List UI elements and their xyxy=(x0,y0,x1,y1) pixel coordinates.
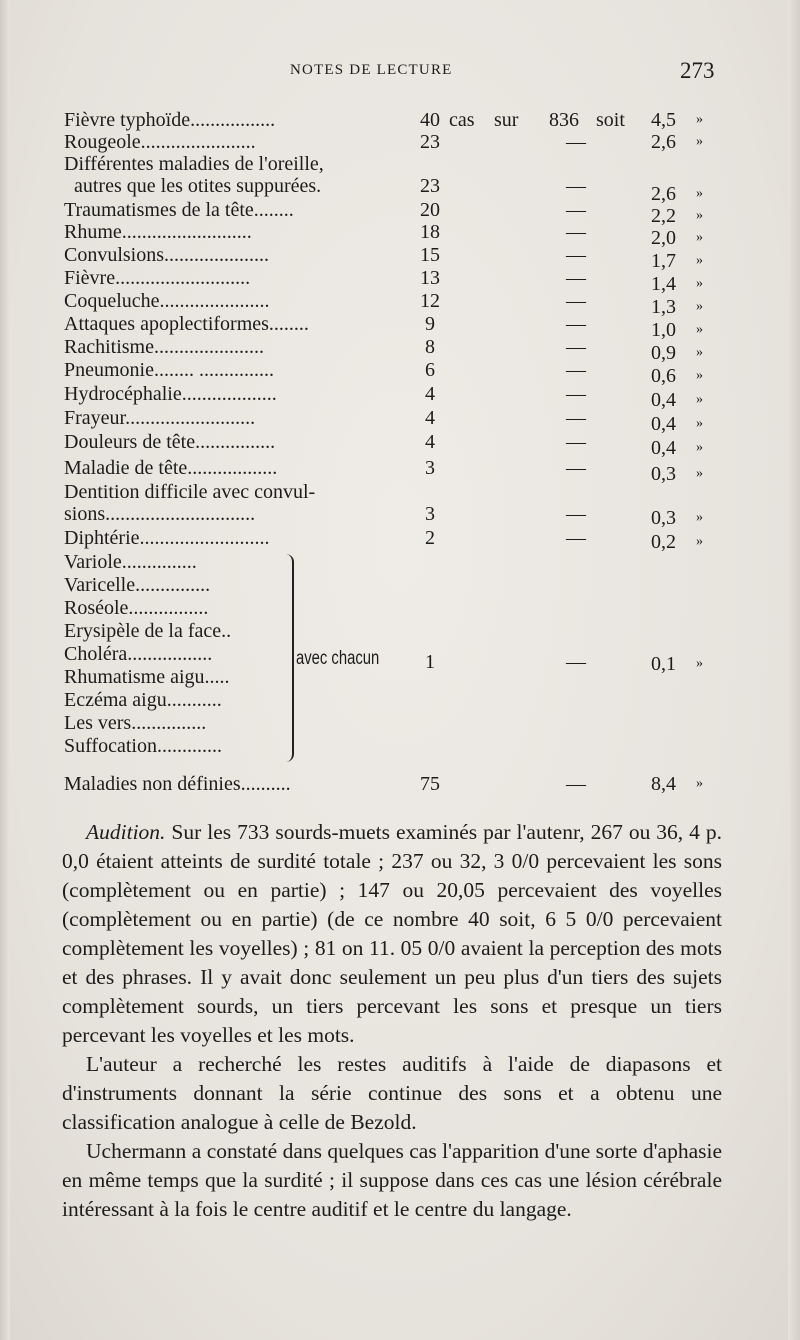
case-count: 9 xyxy=(425,313,435,335)
disease-name: Différentes maladies de l'oreille, xyxy=(64,153,324,175)
table-row xyxy=(64,220,764,249)
cas-word: cas xyxy=(449,109,475,131)
disease-name: Diphtérie.......................... xyxy=(64,527,270,549)
table-row xyxy=(64,382,764,411)
running-title: NOTES DE LECTURE xyxy=(290,62,453,78)
table-row-last xyxy=(64,772,764,796)
ditto-dash: — xyxy=(566,503,586,525)
percentage: 0,3 xyxy=(651,463,676,485)
ditto-dash: — xyxy=(566,267,586,289)
table-row-grouped xyxy=(64,665,764,689)
ditto-mark: » xyxy=(696,466,703,481)
ditto-dash: — xyxy=(566,221,586,243)
percentage: 1,7 xyxy=(651,250,676,272)
ditto-dash: — xyxy=(566,407,586,429)
disease-name: Maladie de tête.................. xyxy=(64,457,278,479)
table-row xyxy=(64,526,764,553)
ditto-mark: » xyxy=(696,276,703,291)
ditto-mark: » xyxy=(696,368,703,383)
ditto-mark: » xyxy=(696,776,703,791)
disease-name: Varicelle............... xyxy=(64,574,211,596)
table-row xyxy=(64,456,764,485)
paragraph-text: L'auteur a recherché les restes auditifs à l'aide de diapasons et d'instruments donnant la série continue des sons et a obtenu une classification analogue à celle de Bezold. xyxy=(62,1052,722,1134)
case-count: 6 xyxy=(425,359,435,381)
table-row xyxy=(64,312,764,341)
page-right-edge xyxy=(788,0,800,1340)
disease-name: Suffocation............. xyxy=(64,735,222,757)
disease-name: Frayeur.......................... xyxy=(64,407,256,429)
case-count: 3 xyxy=(425,457,435,479)
percentage: 0,1 xyxy=(651,653,676,675)
percentage: 2,6 xyxy=(651,131,676,153)
case-count: 12 xyxy=(420,290,440,312)
ditto-dash: — xyxy=(566,175,586,197)
ditto-dash: — xyxy=(566,651,586,673)
percentage: 1,3 xyxy=(651,296,676,318)
case-count: 4 xyxy=(425,407,435,429)
ditto-dash: — xyxy=(566,431,586,453)
ditto-dash: — xyxy=(566,336,586,358)
table-row xyxy=(64,430,764,459)
ditto-mark: » xyxy=(696,230,703,245)
audition-heading: Audition. xyxy=(86,820,166,844)
ditto-mark: » xyxy=(696,299,703,314)
percentage: 2,6 xyxy=(651,183,676,205)
disease-name: Traumatismes de la tête........ xyxy=(64,199,294,221)
table-row-first xyxy=(64,108,764,132)
percentage: 0,4 xyxy=(651,413,676,435)
soit-word: soit xyxy=(596,109,625,131)
table-row xyxy=(64,174,764,205)
case-count: 75 xyxy=(420,773,440,795)
disease-name: Fièvre typhoïde................. xyxy=(64,109,276,131)
percentage: 0,4 xyxy=(651,437,676,459)
disease-name: Douleurs de tête................ xyxy=(64,431,276,453)
group-label: avec chacun xyxy=(296,648,380,669)
disease-name: Maladies non définies.......... xyxy=(64,773,291,795)
ditto-dash: — xyxy=(566,527,586,549)
case-count: 23 xyxy=(420,175,440,197)
ditto-mark: » xyxy=(696,345,703,360)
disease-name: Les vers............... xyxy=(64,712,207,734)
disease-name: Eczéma aigu........... xyxy=(64,689,222,711)
table-row xyxy=(64,289,764,318)
page-left-edge xyxy=(0,0,10,1340)
disease-name: Choléra................. xyxy=(64,643,213,665)
percentage: 0,3 xyxy=(651,507,676,529)
percentage: 0,6 xyxy=(651,365,676,387)
disease-name: Rougeole....................... xyxy=(64,131,256,153)
table-row-grouped xyxy=(64,619,764,643)
percentage: 8,4 xyxy=(651,773,676,795)
disease-name: Hydrocéphalie................... xyxy=(64,383,277,405)
ditto-dash: — xyxy=(566,244,586,266)
disease-name: Variole............... xyxy=(64,551,197,573)
table-row xyxy=(64,480,764,504)
table-row-grouped xyxy=(64,734,764,758)
case-count: 23 xyxy=(420,131,440,153)
ditto-dash: — xyxy=(566,290,586,312)
ditto-dash: — xyxy=(566,199,586,221)
table-row xyxy=(64,406,764,435)
ditto-mark: » xyxy=(696,440,703,455)
case-count: 8 xyxy=(425,336,435,358)
table-row-grouped xyxy=(64,711,764,735)
paragraph-text: Sur les 733 sourds-muets examinés par l'autenr, 267 ou 36, 4 p. 0,0 étaient atteints de surdité totale ; 237 ou 32, 3 0/0 percevaient les sons (complètement ou en partie) ; 147 ou 20,05 percevaient des voyelles (complètement ou en partie) (de ce nombre 40 soit, 6 5 0/0 percevaient complètement les voyelles) ; 81 on 11. 05 0/0 avaient la perception des mots et des phrases. Il y avait donc seulement un peu plus d'un tiers des sujets complètement sourds, un tiers percevant les sons et presque un tiers percevant les voyelles et les mots. xyxy=(62,820,722,1047)
case-count: 3 xyxy=(425,503,435,525)
percentage: 2,2 xyxy=(651,205,676,227)
ditto-mark: » xyxy=(696,510,703,525)
case-count: 20 xyxy=(420,199,440,221)
ditto-mark: » xyxy=(696,208,703,223)
disease-name: Rachitisme...................... xyxy=(64,336,264,358)
percentage: 1,4 xyxy=(651,273,676,295)
table-row-grouped xyxy=(64,642,764,675)
table-row xyxy=(64,130,764,154)
case-count: 18 xyxy=(420,221,440,243)
disease-name: sions.............................. xyxy=(64,503,256,525)
ditto-dash: — xyxy=(566,773,586,795)
table-row xyxy=(64,358,764,387)
ditto-mark: » xyxy=(696,322,703,337)
disease-name: Rhume.......................... xyxy=(64,221,252,243)
table-row xyxy=(64,335,764,364)
percentage: 0,2 xyxy=(651,531,676,553)
sur-word: sur xyxy=(494,109,519,131)
grouping-brace xyxy=(286,554,294,762)
ditto-mark: » xyxy=(696,392,703,407)
ditto-mark: » xyxy=(696,134,703,149)
ditto-mark: » xyxy=(696,186,703,201)
page-number: 273 xyxy=(680,58,715,83)
disease-name: Convulsions..................... xyxy=(64,244,270,266)
ditto-dash: — xyxy=(566,131,586,153)
paragraph-audition xyxy=(62,818,722,1050)
disease-name: Pneumonie........ ............... xyxy=(64,359,274,381)
percentage: 2,0 xyxy=(651,227,676,249)
disease-name: Roséole................ xyxy=(64,597,209,619)
ditto-dash: — xyxy=(566,313,586,335)
table-row-grouped xyxy=(64,573,764,597)
ditto-dash: — xyxy=(566,359,586,381)
table-row xyxy=(64,502,764,529)
percentage: 4,5 xyxy=(651,109,676,131)
disease-name: Erysipèle de la face.. xyxy=(64,620,232,642)
percentage: 0,9 xyxy=(651,342,676,364)
paragraph-text: Uchermann a constaté dans quelques cas l'apparition d'une sorte d'aphasie en même temps que la surdité ; il suppose dans ces cas une lésion cérébrale intéressant à la fois le centre auditif et le centre du langage. xyxy=(62,1139,722,1221)
case-count: 15 xyxy=(420,244,440,266)
table-row xyxy=(64,243,764,272)
table-row xyxy=(64,198,764,227)
disease-name: Attaques apoplectiformes........ xyxy=(64,313,309,335)
case-count: 2 xyxy=(425,527,435,549)
table-row-grouped xyxy=(64,596,764,620)
case-count: 40 xyxy=(420,109,440,131)
ditto-dash: — xyxy=(566,457,586,479)
table-row xyxy=(64,152,764,176)
ditto-mark: » xyxy=(696,416,703,431)
disease-name: Rhumatisme aigu..... xyxy=(64,666,230,688)
case-count: 1 xyxy=(425,651,435,673)
disease-name: Fièvre........................... xyxy=(64,267,251,289)
table-row-grouped xyxy=(64,688,764,712)
table-row-grouped xyxy=(64,550,764,574)
ditto-mark: » xyxy=(696,253,703,268)
ditto-mark: » xyxy=(696,112,703,127)
percentage: 1,0 xyxy=(651,319,676,341)
ditto-dash: — xyxy=(566,383,586,405)
disease-name: Dentition difficile avec convul- xyxy=(64,481,316,503)
case-count: 13 xyxy=(420,267,440,289)
disease-name: autres que les otites suppurées. xyxy=(64,175,322,197)
table-row xyxy=(64,266,764,295)
percentage: 0,4 xyxy=(651,389,676,411)
body-text xyxy=(62,818,722,1224)
case-count: 4 xyxy=(425,383,435,405)
ditto-mark: » xyxy=(696,534,703,549)
ditto-mark: » xyxy=(696,656,703,671)
disease-name: Coqueluche...................... xyxy=(64,290,270,312)
total-count: 836 xyxy=(549,109,579,131)
case-count: 4 xyxy=(425,431,435,453)
